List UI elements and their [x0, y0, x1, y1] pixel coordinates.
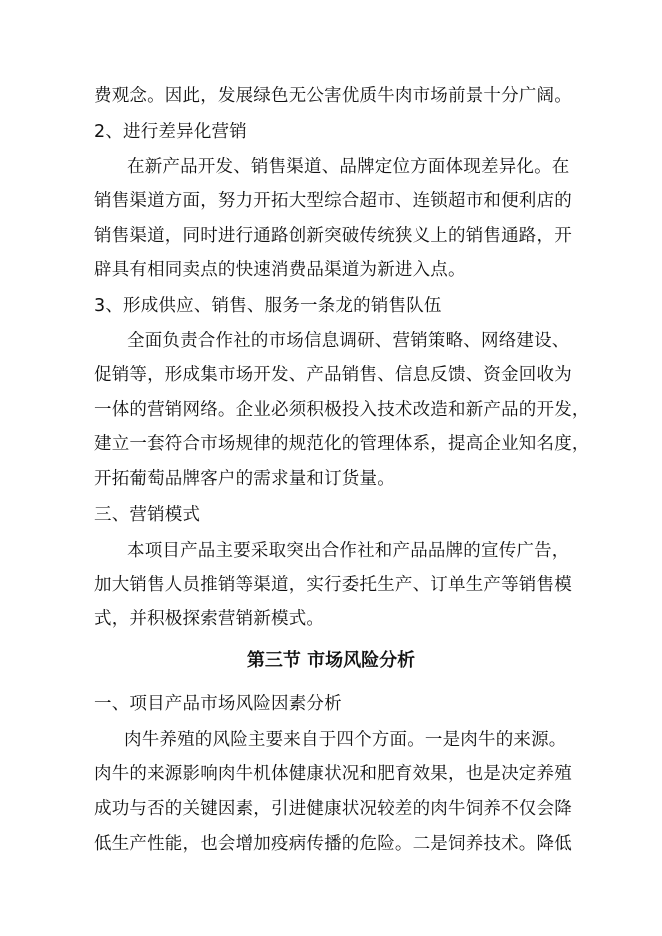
paragraph-line: 加大销售人员推销等渠道，实行委托生产、订单生产等销售模 [94, 575, 572, 595]
subheading-3: 3、形成供应、销售、服务一条龙的销售队伍 [94, 296, 442, 316]
paragraph-line: 肉牛的来源影响肉牛机体健康状况和肥育效果，也是决定养殖 [94, 764, 572, 784]
paragraph-line: 费观念。因此，发展绿色无公害优质牛肉市场前景十分广阔。 [94, 86, 572, 106]
paragraph-line: 低生产性能，也会增加疫病传播的危险。二是饲养技术。降低 [94, 834, 572, 854]
paragraph-line: 本项目产品主要采取突出合作社和产品品牌的宣传广告， [127, 541, 570, 561]
paragraph-line: 建立一套符合市场规律的规范化的管理体系，提高企业知名度， [94, 434, 590, 454]
section-heading: 第三节 市场风险分析 [246, 650, 416, 671]
paragraph-line: 开拓葡萄品牌客户的需求量和订货量。 [94, 469, 395, 489]
paragraph-line: 式，并积极探索营销新模式。 [94, 609, 325, 629]
paragraph-line: 在新产品开发、销售渠道、品牌定位方面体现差异化。在 [127, 157, 570, 177]
paragraph-line: 肉牛养殖的风险主要来自于四个方面。一是肉牛的来源。 [124, 730, 567, 750]
paragraph-line: 促销等，形成集市场开发、产品销售、信息反馈、资金回收为 [94, 365, 572, 385]
subheading-2: 2、进行差异化营销 [94, 122, 247, 142]
paragraph-line: 全面负责合作社的市场信息调研、营销策略、网络建设、 [127, 331, 570, 351]
paragraph-line: 销售渠道方面，努力开拓大型综合超市、连锁超市和便利店的 [94, 191, 572, 211]
subheading-risk-factors: 一、项目产品市场风险因素分析 [94, 694, 342, 714]
paragraph-line: 成功与否的关键因素，引进健康状况较差的肉牛饲养不仅会降 [94, 799, 572, 819]
paragraph-line: 一体的营销网络。企业必须积极投入技术改造和新产品的开发， [94, 400, 590, 420]
paragraph-line: 辟具有相同卖点的快速消费品渠道为新进入点。 [94, 260, 466, 280]
paragraph-line: 销售渠道，同时进行通路创新突破传统狭义上的销售通路，开 [94, 226, 572, 246]
subheading-marketing-mode: 三、营销模式 [94, 505, 201, 525]
